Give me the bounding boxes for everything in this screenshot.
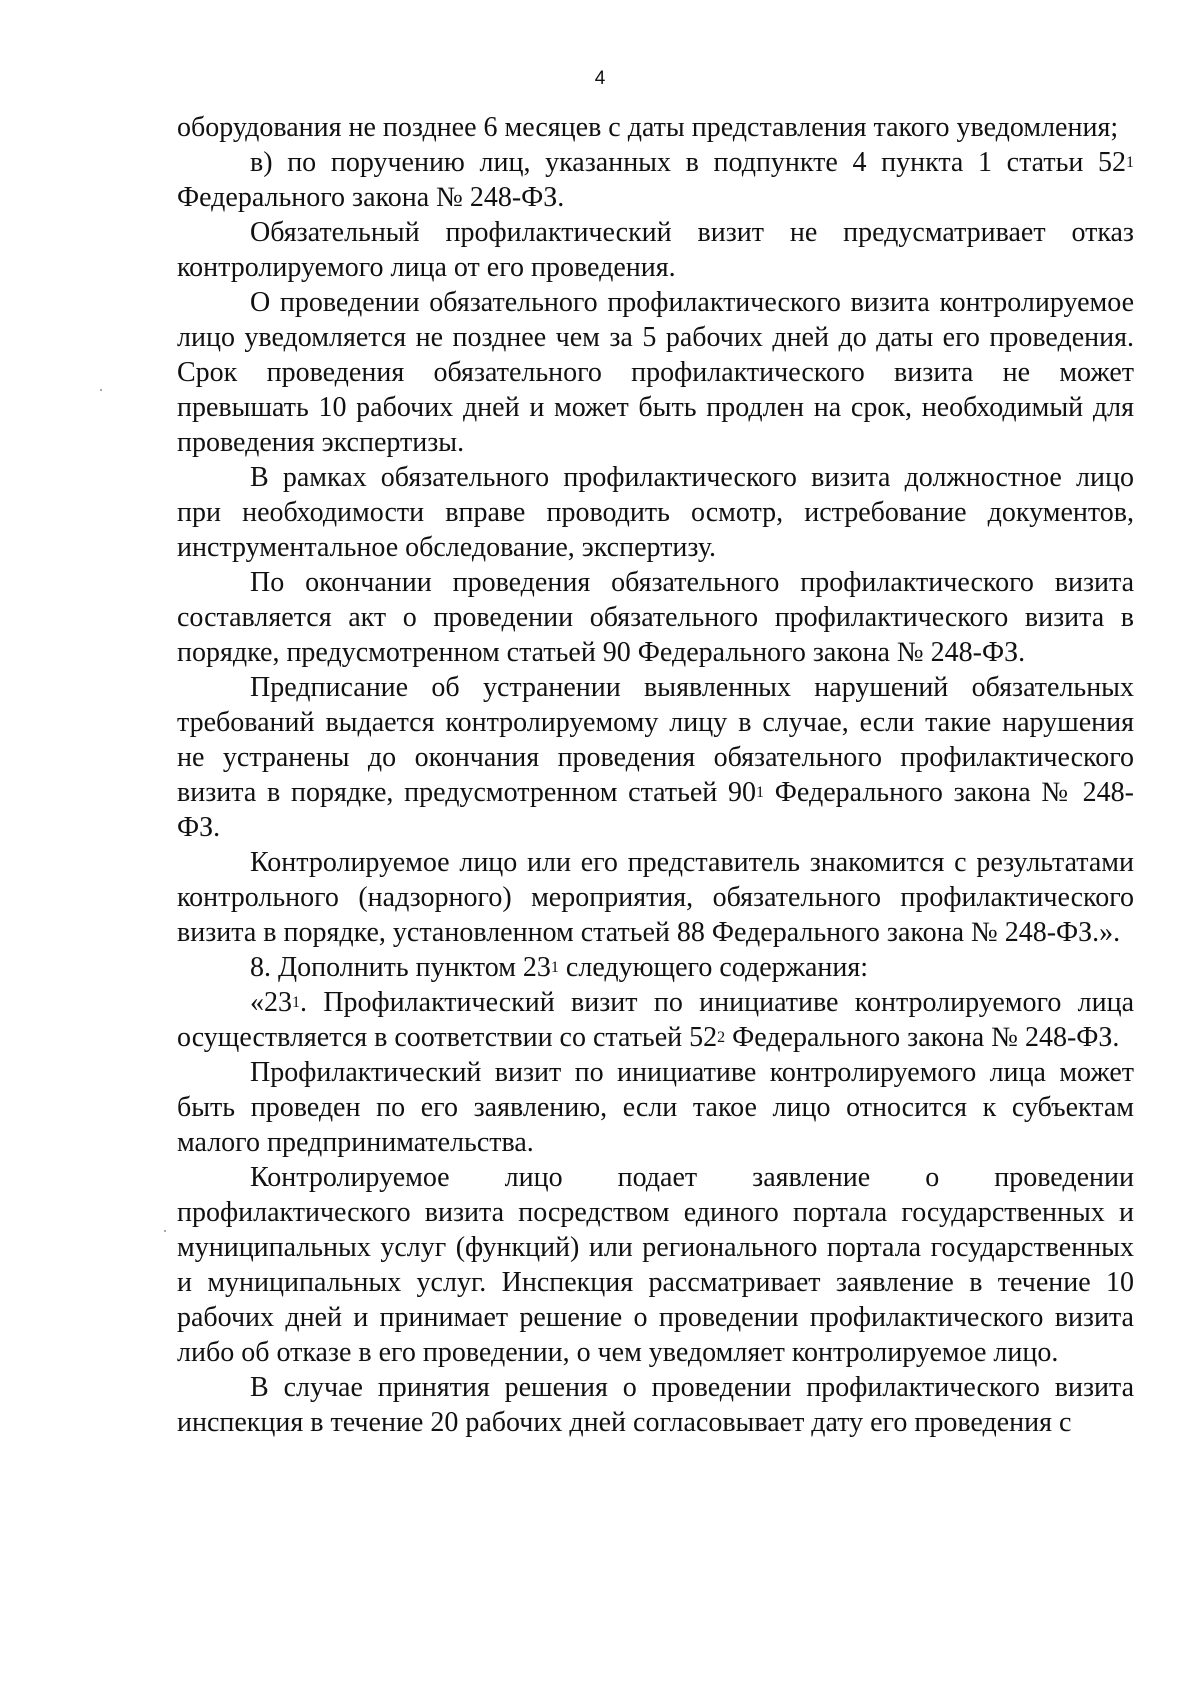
paragraph [177, 215, 1134, 285]
paragraph-text: оборудования не позднее 6 месяцев с даты представления такого уведомления; [177, 112, 1119, 143]
paragraph [177, 670, 1134, 845]
paragraph-text: Обязательный профилактический визит не предусматривает отказ контролируемого лица от его проведения. [177, 217, 1134, 283]
paragraph [177, 460, 1134, 565]
paragraph-text: Контролируемое лицо или его представитель знакомится с результатами контрольного (надзорного) мероприятия, обязательного профилактического визита в порядке, установленном статьей 88 Федерального закона № 248-ФЗ.». [177, 847, 1134, 948]
paragraph-text: Федерального закона № 248-ФЗ. [177, 182, 565, 213]
paragraph-text: В случае принятия решения о проведении профилактического визита инспекция в течение 20 рабочих дней согласовывает дату его проведения с [177, 1372, 1134, 1438]
paragraph [177, 1160, 1134, 1370]
footnote-superscript: 1 [292, 994, 300, 1011]
scan-speck [164, 1230, 166, 1232]
footnote-superscript: 1 [550, 959, 559, 976]
paragraph [177, 565, 1134, 670]
page-number: 4 [594, 68, 606, 89]
paragraph [177, 845, 1134, 950]
paragraph-text: Федерального закона № 248-ФЗ. [177, 777, 1134, 843]
paragraph [177, 950, 1134, 985]
paragraph [177, 1055, 1134, 1160]
paragraph [177, 145, 1134, 215]
paragraph-text: По окончании проведения обязательного профилактического визита составляется акт о проведении обязательного профилактического визита в порядке, предусмотренном статьей 90 Федерального закона № 248-ФЗ. [177, 567, 1134, 668]
paragraph-text: в) по поручению лиц, указанных в подпункте 4 пункта 1 статьи 52 [250, 147, 1126, 178]
paragraph-text: Профилактический визит по инициативе контролируемого лица может быть проведен по его заявлению, если такое лицо относится к субъектам малого предпринимательства. [177, 1057, 1134, 1158]
paragraph-text: Контролируемое лицо подает заявление о проведении профилактического визита посредством единого портала государственных и муниципальных услуг (функций) или регионального портала государственных и муниципальных услуг. Инспекция рассматривает заявление в течение 10 рабочих дней и принимает решение о проведении профилактического визита либо об отказе в его проведении, о чем уведомляет контролируемое лицо. [177, 1162, 1134, 1368]
paragraph-text: В рамках обязательного профилактического визита должностное лицо при необходимости вправе проводить осмотр, истребование документов, инструментальное обследование, экспертизу. [177, 462, 1134, 563]
paragraph-text: «23 [250, 987, 292, 1018]
paragraph [177, 110, 1134, 145]
footnote-superscript: 1 [1126, 154, 1134, 171]
paragraph [177, 985, 1134, 1055]
paragraph-text: 8. Дополнить пунктом 23 [250, 952, 551, 983]
paragraph-text: Федерального закона № 248-ФЗ. [725, 1022, 1120, 1053]
paragraph-text: следующего содержания: [558, 952, 869, 983]
paragraph [177, 285, 1134, 460]
scan-speck [100, 389, 102, 391]
paragraph-text: . Профилактический визит по инициативе контролируемого лица осуществляется в соответствии со статьей 52 [177, 987, 1134, 1053]
document-body [177, 110, 1134, 1440]
footnote-superscript: 1 [756, 784, 765, 801]
paragraph [177, 1370, 1134, 1440]
paragraph-text: О проведении обязательного профилактического визита контролируемое лицо уведомляется не позднее чем за 5 рабочих дней до даты его проведения. Срок проведения обязательного профилактического визита не может превышать 10 рабочих дней и может быть продлен на срок, необходимый для проведения экспертизы. [177, 287, 1134, 458]
paragraph-text: Предписание об устранении выявленных нарушений обязательных требований выдается контролируемому лицу в случае, если такие нарушения не устранены до окончания проведения обязательного профилактического визита в порядке, предусмотренном статьей 90 [177, 672, 1134, 808]
footnote-superscript: 2 [717, 1029, 726, 1046]
